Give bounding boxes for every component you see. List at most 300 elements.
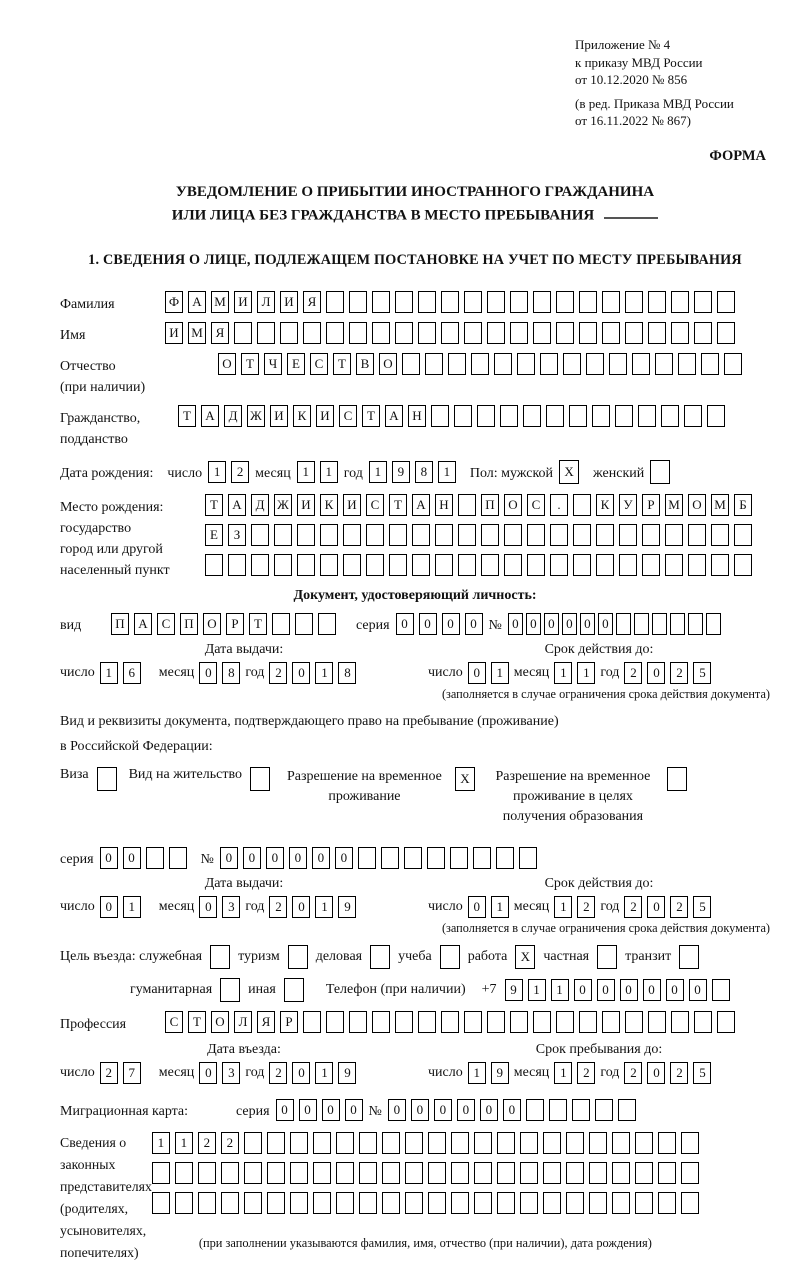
form-cell[interactable]: И	[316, 405, 334, 427]
form-cell[interactable]	[441, 322, 459, 344]
form-cell[interactable]	[589, 1162, 607, 1184]
form-cell[interactable]: 1	[554, 1062, 572, 1084]
form-cell[interactable]	[496, 847, 514, 869]
form-cell[interactable]	[520, 1132, 538, 1154]
form-cell[interactable]: 0	[457, 1099, 475, 1121]
form-cell[interactable]	[221, 1162, 239, 1184]
form-cell[interactable]	[274, 524, 292, 546]
form-cell[interactable]	[612, 1132, 630, 1154]
form-cell[interactable]: Д	[224, 405, 242, 427]
form-cell[interactable]: С	[165, 1011, 183, 1033]
form-cell[interactable]	[205, 554, 223, 576]
form-cell[interactable]: А	[385, 405, 403, 427]
form-cell[interactable]	[382, 1162, 400, 1184]
form-cell[interactable]	[441, 291, 459, 313]
form-cell[interactable]: О	[211, 1011, 229, 1033]
form-cell[interactable]	[684, 405, 702, 427]
form-cell[interactable]	[458, 524, 476, 546]
form-cell[interactable]	[481, 524, 499, 546]
form-cell[interactable]	[146, 847, 164, 869]
form-cell[interactable]	[592, 405, 610, 427]
form-cell[interactable]: Р	[280, 1011, 298, 1033]
form-cell[interactable]	[343, 554, 361, 576]
form-cell[interactable]	[706, 613, 721, 635]
form-cell[interactable]	[658, 1162, 676, 1184]
form-cell[interactable]	[612, 1192, 630, 1214]
form-cell[interactable]	[474, 1192, 492, 1214]
form-cell[interactable]	[497, 1192, 515, 1214]
form-cell[interactable]	[523, 405, 541, 427]
form-cell[interactable]: Р	[642, 494, 660, 516]
form-cell[interactable]	[520, 1192, 538, 1214]
purpose-study-checkbox[interactable]	[440, 945, 460, 969]
form-cell[interactable]	[427, 847, 445, 869]
form-cell[interactable]: С	[366, 494, 384, 516]
form-cell[interactable]	[313, 1162, 331, 1184]
form-cell[interactable]	[543, 1162, 561, 1184]
form-cell[interactable]	[712, 979, 730, 1001]
form-cell[interactable]: Я	[257, 1011, 275, 1033]
form-cell[interactable]	[326, 322, 344, 344]
form-cell[interactable]	[661, 405, 679, 427]
form-cell[interactable]: 0	[468, 662, 486, 684]
form-cell[interactable]: 2	[670, 1062, 688, 1084]
form-cell[interactable]	[412, 554, 430, 576]
form-cell[interactable]: 0	[292, 1062, 310, 1084]
form-cell[interactable]	[198, 1162, 216, 1184]
form-cell[interactable]: З	[228, 524, 246, 546]
form-cell[interactable]	[280, 322, 298, 344]
form-cell[interactable]: 3	[222, 1062, 240, 1084]
form-cell[interactable]	[487, 1011, 505, 1033]
form-cell[interactable]	[428, 1192, 446, 1214]
form-cell[interactable]	[320, 524, 338, 546]
form-cell[interactable]	[579, 1011, 597, 1033]
form-cell[interactable]	[497, 1162, 515, 1184]
form-cell[interactable]: 0	[396, 613, 414, 635]
form-cell[interactable]	[701, 353, 719, 375]
form-cell[interactable]	[533, 291, 551, 313]
form-cell[interactable]: 0	[388, 1099, 406, 1121]
form-cell[interactable]	[251, 524, 269, 546]
form-cell[interactable]	[634, 613, 649, 635]
form-cell[interactable]: П	[481, 494, 499, 516]
form-cell[interactable]	[688, 524, 706, 546]
form-cell[interactable]	[336, 1162, 354, 1184]
form-cell[interactable]	[349, 291, 367, 313]
form-cell[interactable]	[402, 353, 420, 375]
form-cell[interactable]	[586, 353, 604, 375]
form-cell[interactable]	[648, 291, 666, 313]
form-cell[interactable]	[257, 322, 275, 344]
form-cell[interactable]	[556, 322, 574, 344]
form-cell[interactable]	[681, 1162, 699, 1184]
form-cell[interactable]	[717, 322, 735, 344]
form-cell[interactable]	[359, 1162, 377, 1184]
form-cell[interactable]: 0	[312, 847, 330, 869]
form-cell[interactable]	[510, 291, 528, 313]
form-cell[interactable]	[609, 353, 627, 375]
form-cell[interactable]: О	[218, 353, 236, 375]
temp-residence-checkbox[interactable]: X	[455, 767, 475, 791]
form-cell[interactable]	[648, 1011, 666, 1033]
form-cell[interactable]	[527, 524, 545, 546]
form-cell[interactable]: О	[504, 494, 522, 516]
form-cell[interactable]	[494, 353, 512, 375]
form-cell[interactable]: С	[157, 613, 175, 635]
female-checkbox[interactable]	[650, 460, 670, 484]
form-cell[interactable]: 0	[434, 1099, 452, 1121]
form-cell[interactable]	[435, 524, 453, 546]
form-cell[interactable]	[450, 847, 468, 869]
form-cell[interactable]: 0	[299, 1099, 317, 1121]
form-cell[interactable]: 0	[647, 896, 665, 918]
form-cell[interactable]	[642, 554, 660, 576]
form-cell[interactable]	[566, 1132, 584, 1154]
form-cell[interactable]: Т	[241, 353, 259, 375]
form-cell[interactable]: Е	[287, 353, 305, 375]
form-cell[interactable]	[487, 291, 505, 313]
form-cell[interactable]	[481, 554, 499, 576]
form-cell[interactable]: Ф	[165, 291, 183, 313]
form-cell[interactable]	[169, 847, 187, 869]
form-cell[interactable]: Т	[188, 1011, 206, 1033]
form-cell[interactable]	[694, 1011, 712, 1033]
form-cell[interactable]	[526, 1099, 544, 1121]
form-cell[interactable]	[655, 353, 673, 375]
form-cell[interactable]: И	[234, 291, 252, 313]
form-cell[interactable]: 0	[419, 613, 437, 635]
form-cell[interactable]	[638, 405, 656, 427]
form-cell[interactable]: Т	[389, 494, 407, 516]
form-cell[interactable]	[487, 322, 505, 344]
form-cell[interactable]: 0	[597, 979, 615, 1001]
form-cell[interactable]: П	[111, 613, 129, 635]
purpose-tourism-checkbox[interactable]	[288, 945, 308, 969]
form-cell[interactable]: 0	[598, 613, 613, 635]
form-cell[interactable]	[504, 524, 522, 546]
form-cell[interactable]	[497, 1132, 515, 1154]
form-cell[interactable]	[618, 1099, 636, 1121]
form-cell[interactable]	[688, 613, 703, 635]
form-cell[interactable]: 0	[292, 662, 310, 684]
purpose-work-checkbox[interactable]: X	[515, 945, 535, 969]
form-cell[interactable]	[671, 322, 689, 344]
form-cell[interactable]	[566, 1162, 584, 1184]
form-cell[interactable]: 1	[315, 1062, 333, 1084]
form-cell[interactable]: 0	[620, 979, 638, 1001]
form-cell[interactable]: 1	[123, 896, 141, 918]
form-cell[interactable]: 1	[438, 461, 456, 483]
form-cell[interactable]	[272, 613, 290, 635]
form-cell[interactable]	[517, 353, 535, 375]
purpose-transit-checkbox[interactable]	[679, 945, 699, 969]
form-cell[interactable]	[359, 1132, 377, 1154]
form-cell[interactable]	[313, 1132, 331, 1154]
form-cell[interactable]: 1	[491, 896, 509, 918]
form-cell[interactable]: 1	[315, 662, 333, 684]
form-cell[interactable]: С	[527, 494, 545, 516]
residence-permit-checkbox[interactable]	[250, 767, 270, 791]
form-cell[interactable]: К	[293, 405, 311, 427]
form-cell[interactable]: 0	[199, 896, 217, 918]
form-cell[interactable]: К	[596, 494, 614, 516]
form-cell[interactable]	[395, 291, 413, 313]
form-cell[interactable]	[717, 1011, 735, 1033]
form-cell[interactable]: Л	[257, 291, 275, 313]
form-cell[interactable]: Т	[362, 405, 380, 427]
form-cell[interactable]: 5	[693, 1062, 711, 1084]
form-cell[interactable]	[579, 322, 597, 344]
form-cell[interactable]	[274, 554, 292, 576]
form-cell[interactable]	[681, 1132, 699, 1154]
form-cell[interactable]	[343, 524, 361, 546]
form-cell[interactable]	[303, 322, 321, 344]
form-cell[interactable]	[625, 291, 643, 313]
form-cell[interactable]	[448, 353, 466, 375]
form-cell[interactable]	[349, 1011, 367, 1033]
form-cell[interactable]: Ж	[274, 494, 292, 516]
form-cell[interactable]: У	[619, 494, 637, 516]
form-cell[interactable]: 9	[491, 1062, 509, 1084]
form-cell[interactable]	[152, 1162, 170, 1184]
form-cell[interactable]: 0	[335, 847, 353, 869]
form-cell[interactable]	[395, 322, 413, 344]
form-cell[interactable]: 1	[152, 1132, 170, 1154]
form-cell[interactable]: 0	[647, 1062, 665, 1084]
form-cell[interactable]	[573, 524, 591, 546]
purpose-humanitarian-checkbox[interactable]	[220, 978, 240, 1002]
form-cell[interactable]: А	[228, 494, 246, 516]
form-cell[interactable]: Е	[205, 524, 223, 546]
form-cell[interactable]: И	[280, 291, 298, 313]
form-cell[interactable]	[251, 554, 269, 576]
form-cell[interactable]	[234, 322, 252, 344]
form-cell[interactable]: 2	[198, 1132, 216, 1154]
form-cell[interactable]	[395, 1011, 413, 1033]
form-cell[interactable]	[573, 554, 591, 576]
form-cell[interactable]: 0	[345, 1099, 363, 1121]
form-cell[interactable]	[681, 1192, 699, 1214]
form-cell[interactable]	[428, 1162, 446, 1184]
form-cell[interactable]	[543, 1192, 561, 1214]
form-cell[interactable]: И	[297, 494, 315, 516]
form-cell[interactable]: 1	[528, 979, 546, 1001]
form-cell[interactable]	[474, 1132, 492, 1154]
form-cell[interactable]	[389, 554, 407, 576]
form-cell[interactable]: А	[412, 494, 430, 516]
form-cell[interactable]: М	[188, 322, 206, 344]
form-cell[interactable]: 0	[199, 1062, 217, 1084]
form-cell[interactable]: 1	[208, 461, 226, 483]
form-cell[interactable]	[546, 405, 564, 427]
form-cell[interactable]: 0	[199, 662, 217, 684]
form-cell[interactable]	[717, 291, 735, 313]
form-cell[interactable]: 0	[266, 847, 284, 869]
form-cell[interactable]	[671, 1011, 689, 1033]
form-cell[interactable]	[451, 1192, 469, 1214]
form-cell[interactable]: 0	[574, 979, 592, 1001]
form-cell[interactable]: 2	[100, 1062, 118, 1084]
form-cell[interactable]	[295, 613, 313, 635]
form-cell[interactable]	[543, 1132, 561, 1154]
form-cell[interactable]	[336, 1132, 354, 1154]
form-cell[interactable]	[688, 554, 706, 576]
form-cell[interactable]	[642, 524, 660, 546]
form-cell[interactable]: 2	[624, 662, 642, 684]
form-cell[interactable]	[579, 291, 597, 313]
form-cell[interactable]: 1	[468, 1062, 486, 1084]
form-cell[interactable]: К	[320, 494, 338, 516]
form-cell[interactable]	[454, 405, 472, 427]
form-cell[interactable]: 2	[670, 896, 688, 918]
form-cell[interactable]: 8	[415, 461, 433, 483]
form-cell[interactable]: 2	[269, 896, 287, 918]
form-cell[interactable]: 2	[624, 1062, 642, 1084]
form-cell[interactable]	[678, 353, 696, 375]
form-cell[interactable]	[336, 1192, 354, 1214]
form-cell[interactable]	[458, 554, 476, 576]
form-cell[interactable]	[510, 322, 528, 344]
form-cell[interactable]	[612, 1162, 630, 1184]
form-cell[interactable]	[175, 1162, 193, 1184]
form-cell[interactable]	[589, 1132, 607, 1154]
form-cell[interactable]	[198, 1192, 216, 1214]
form-cell[interactable]: И	[270, 405, 288, 427]
form-cell[interactable]	[372, 291, 390, 313]
form-cell[interactable]	[635, 1192, 653, 1214]
form-cell[interactable]: 8	[222, 662, 240, 684]
form-cell[interactable]	[267, 1162, 285, 1184]
form-cell[interactable]	[635, 1132, 653, 1154]
form-cell[interactable]: О	[203, 613, 221, 635]
form-cell[interactable]: 1	[369, 461, 387, 483]
form-cell[interactable]: 0	[508, 613, 523, 635]
form-cell[interactable]	[418, 1011, 436, 1033]
form-cell[interactable]	[451, 1162, 469, 1184]
form-cell[interactable]	[425, 353, 443, 375]
form-cell[interactable]: 0	[292, 896, 310, 918]
form-cell[interactable]: 9	[338, 896, 356, 918]
form-cell[interactable]	[694, 322, 712, 344]
purpose-official-checkbox[interactable]	[210, 945, 230, 969]
form-cell[interactable]	[595, 1099, 613, 1121]
form-cell[interactable]	[602, 322, 620, 344]
form-cell[interactable]	[471, 353, 489, 375]
form-cell[interactable]: С	[339, 405, 357, 427]
form-cell[interactable]	[477, 405, 495, 427]
form-cell[interactable]	[366, 554, 384, 576]
form-cell[interactable]: .	[550, 494, 568, 516]
form-cell[interactable]	[566, 1192, 584, 1214]
form-cell[interactable]	[405, 1162, 423, 1184]
form-cell[interactable]	[573, 494, 591, 516]
form-cell[interactable]: 0	[562, 613, 577, 635]
form-cell[interactable]: Ж	[247, 405, 265, 427]
form-cell[interactable]	[596, 554, 614, 576]
form-cell[interactable]	[359, 1192, 377, 1214]
form-cell[interactable]	[569, 405, 587, 427]
form-cell[interactable]: 5	[693, 662, 711, 684]
form-cell[interactable]	[589, 1192, 607, 1214]
form-cell[interactable]	[382, 1192, 400, 1214]
form-cell[interactable]	[464, 322, 482, 344]
form-cell[interactable]	[297, 524, 315, 546]
form-cell[interactable]	[724, 353, 742, 375]
form-cell[interactable]	[549, 1099, 567, 1121]
form-cell[interactable]: 6	[123, 662, 141, 684]
form-cell[interactable]	[318, 613, 336, 635]
form-cell[interactable]	[418, 291, 436, 313]
form-cell[interactable]: М	[211, 291, 229, 313]
form-cell[interactable]	[665, 524, 683, 546]
form-cell[interactable]	[635, 1162, 653, 1184]
form-cell[interactable]: 0	[480, 1099, 498, 1121]
form-cell[interactable]	[707, 405, 725, 427]
form-cell[interactable]: 2	[269, 1062, 287, 1084]
form-cell[interactable]	[619, 554, 637, 576]
form-cell[interactable]	[303, 1011, 321, 1033]
form-cell[interactable]: Л	[234, 1011, 252, 1033]
form-cell[interactable]	[464, 291, 482, 313]
male-checkbox[interactable]: X	[559, 460, 579, 484]
form-cell[interactable]: 1	[577, 662, 595, 684]
form-cell[interactable]: 7	[123, 1062, 141, 1084]
form-cell[interactable]	[665, 554, 683, 576]
form-cell[interactable]	[290, 1192, 308, 1214]
form-cell[interactable]	[412, 524, 430, 546]
form-cell[interactable]: 0	[276, 1099, 294, 1121]
form-cell[interactable]	[320, 554, 338, 576]
visa-checkbox[interactable]	[97, 767, 117, 791]
form-cell[interactable]: П	[180, 613, 198, 635]
form-cell[interactable]: 0	[465, 613, 483, 635]
form-cell[interactable]	[734, 554, 752, 576]
form-cell[interactable]: 2	[221, 1132, 239, 1154]
form-cell[interactable]	[648, 322, 666, 344]
form-cell[interactable]: 2	[577, 1062, 595, 1084]
form-cell[interactable]	[431, 405, 449, 427]
form-cell[interactable]: 1	[100, 662, 118, 684]
form-cell[interactable]	[358, 847, 376, 869]
form-cell[interactable]	[500, 405, 518, 427]
form-cell[interactable]	[658, 1132, 676, 1154]
form-cell[interactable]: Р	[226, 613, 244, 635]
form-cell[interactable]	[652, 613, 667, 635]
form-cell[interactable]: 0	[220, 847, 238, 869]
form-cell[interactable]: А	[188, 291, 206, 313]
form-cell[interactable]: 2	[670, 662, 688, 684]
form-cell[interactable]: И	[165, 322, 183, 344]
form-cell[interactable]	[389, 524, 407, 546]
form-cell[interactable]: 0	[503, 1099, 521, 1121]
form-cell[interactable]: 9	[505, 979, 523, 1001]
form-cell[interactable]: М	[665, 494, 683, 516]
form-cell[interactable]: 0	[526, 613, 541, 635]
form-cell[interactable]	[313, 1192, 331, 1214]
form-cell[interactable]: 0	[647, 662, 665, 684]
form-cell[interactable]: 0	[643, 979, 661, 1001]
form-cell[interactable]	[596, 524, 614, 546]
form-cell[interactable]: Т	[333, 353, 351, 375]
form-cell[interactable]: 9	[338, 1062, 356, 1084]
form-cell[interactable]	[556, 1011, 574, 1033]
form-cell[interactable]	[520, 1162, 538, 1184]
form-cell[interactable]: Ч	[264, 353, 282, 375]
form-cell[interactable]	[372, 322, 390, 344]
form-cell[interactable]: Д	[251, 494, 269, 516]
form-cell[interactable]	[625, 1011, 643, 1033]
